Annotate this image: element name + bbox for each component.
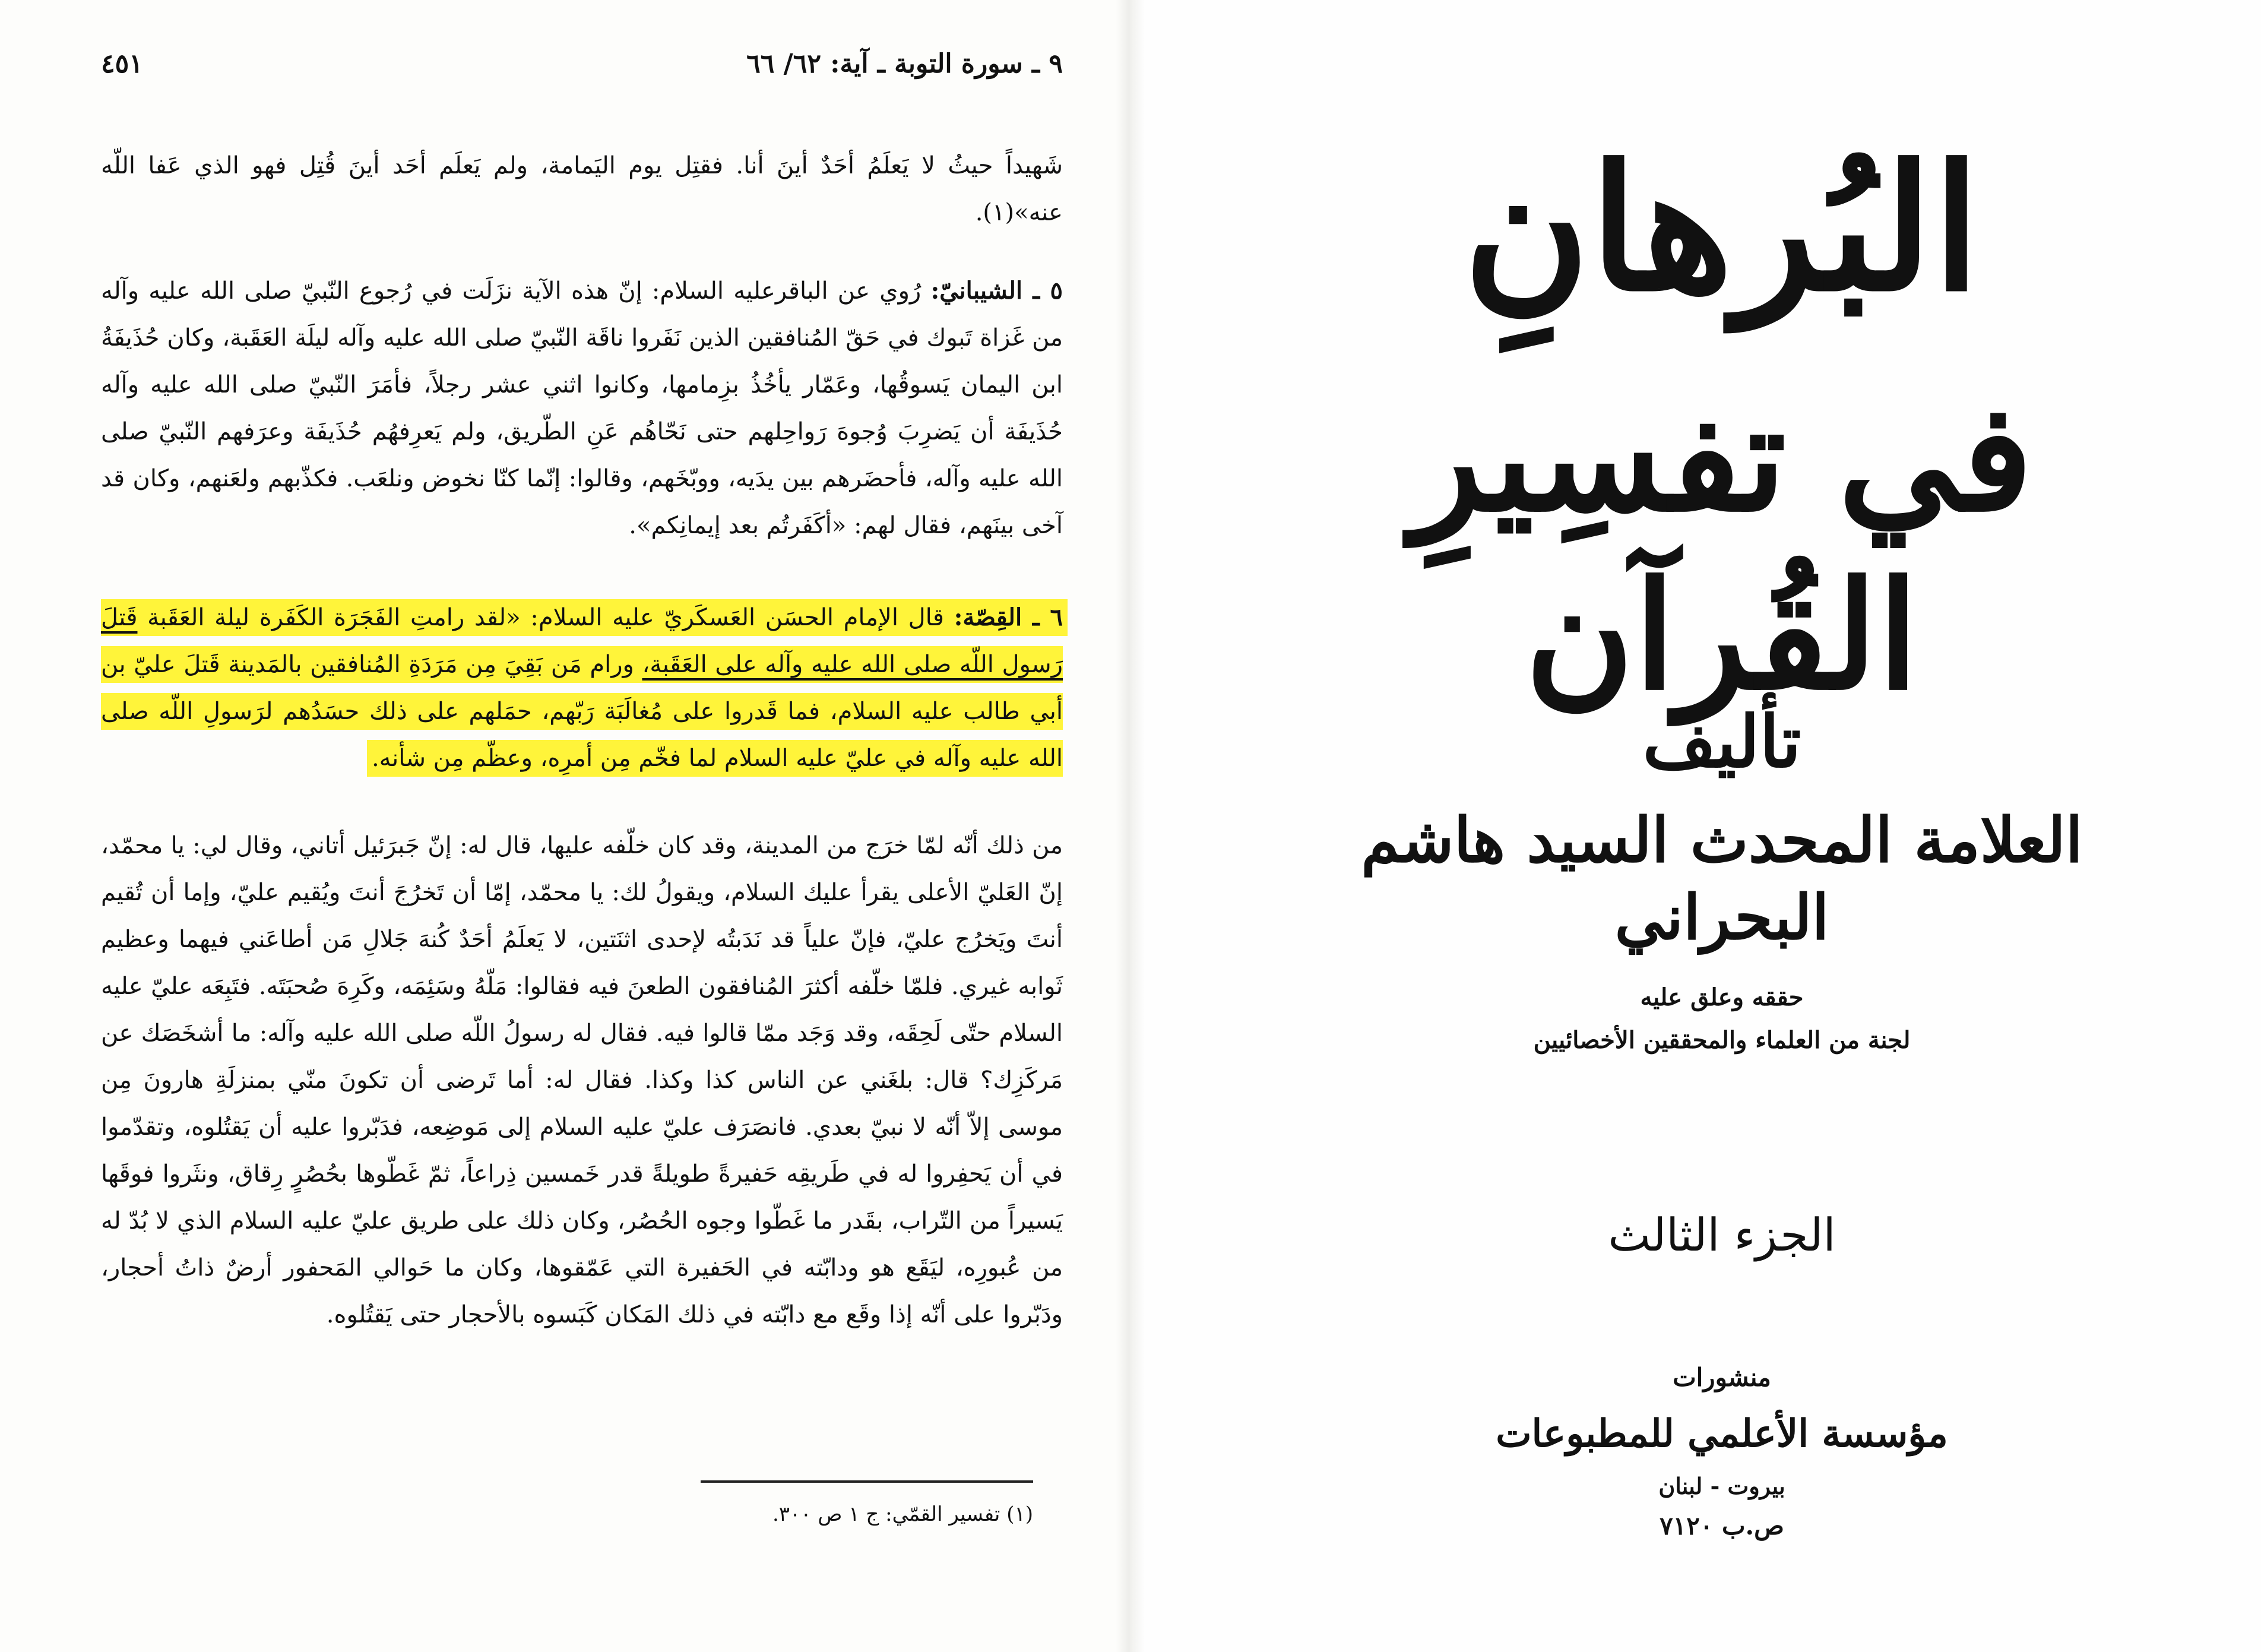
footnote-divider <box>701 1480 1033 1483</box>
book-title-line-2: في تفسِيرِ القُرآن <box>1411 370 2033 723</box>
paragraph-3-intro: قال الإمام الحسَن العَسكَريّ عليه السلام: «لقد رامتِ الفَجَرَة الكَفَرة ليلة العَقَبة <box>147 604 944 631</box>
page-number: ٤٥١ <box>101 49 143 79</box>
book-title-line-1: البُرهانِ <box>1463 128 1981 330</box>
publisher-city: بيروت - لبنان <box>1658 1473 1785 1499</box>
paragraph-3-highlighted <box>101 594 1063 782</box>
paragraph-4-text: من ذلك أنّه لمّا خرَج من المدينة، وقد كان خلّفه عليها، قال له: إنّ جَبرَئيل أتاني، وقال لي: يا محمّد، إنّ العَليّ الأعلى يقرأ عليك السلام، ويقولُ لك: يا محمّد، إمّا أن تَخرُجَ أنتَ ويُقيم عليّ، وإما أن تُقيم أنتَ ويَخرُج عليّ، فإنّ علياً قد نَدَبتُه لإحدى اثنَتين، لا يَعلَمُ أحَدٌ كُنهَ جَلالِ مَن أطاعَني فيهما وعظيم ثَوابه غيري. فلمّا خلّفه أكثرَ المُنافقون الطعنَ فيه فقالوا: مَلّهُ وسَئِمَه، وكَرِهَ صُحبَتَه. فتَبِعَه عليّ عليه السلام حتّى لَحِقَه، وقد وَجَد ممّا قالوا فيه. فقال له رسولُ اللّه صلى الله عليه وآله: ما أشخَصَك عن مَركَزِك؟ قال: بلغَني عن الناس كذا وكذا. فقال له: أما تَرضى أن تكونَ منّي بمنزلَةِ هارونَ مِن موسى إلاّ أنّه لا نبيّ بعدي. فانصَرَف عليّ عليه السلام إلى مَوضِعه، فدَبّروا عليه أن يَقتُلوه، وتقدّموا في أن يَحفِروا له في طَريقِه حَفيرةً طويلةً قدر خَمسين ذِراعاً، ثمّ غَطّوها بحُصُرٍ رِقاق، ونثَروا فوقَها يَسيراً من التّراب، بقَدر ما غَطّوا وجوه الحُصُر، وكان ذلك على طريق عليّ عليه السلام الذي لا بُدّ له من عُبورِه، ليَقَع هو ودابّته في الحَفيرة التي عَمّقوها، وكان ما حَوالي المَحفور أرضٌ ذاتُ أحجار، ودَبّروا على أنّه إذا وقَع مع دابّته في ذلك المَكان كَبَسوه بالأحجار حتى يَقتُلوه. <box>101 832 1063 1328</box>
running-head <box>101 49 1063 90</box>
publisher-name: مؤسسة الأعلمي للمطبوعات <box>1496 1412 1948 1456</box>
paragraph-3-rest: ورام مَن بَقِيَ مِن مَرَدَةِ المُنافقين بالمَدينة قَتلَ عليّ بن أبي طالب عليه السلام، فما قَدروا على مُغالَبَة رَبّهم، حمَلهم على ذلك حسَدُهم لرَسولِ اللّه صلى الله عليه وآله في عليّ عليه السلام لما فخّم مِن أمرِه، وعظّم مِن شأنه. <box>101 651 1063 772</box>
paragraph-1-text: شَهيداً حيثُ لا يَعلَمُ أحَدٌ أينَ أنا. فقتِل يوم اليَمامة، ولم يَعلَم أحَد أينَ قُتِل فهو الذي عَفا اللّه عنه»(١). <box>101 152 1063 226</box>
book-gutter <box>1116 0 1145 1652</box>
highlighted-passage <box>101 604 1063 772</box>
author-label: تأليف <box>1642 700 1801 784</box>
paragraph-2-lead: ٥ ـ الشيبانيّ: <box>930 277 1063 305</box>
paragraph-3-lead: ٦ ـ القِصّة: <box>954 603 1063 631</box>
volume-label: الجزء الثالث <box>1608 1208 1836 1261</box>
edited-by: حققه وعلق عليه <box>1640 983 1804 1011</box>
running-title: ٩ ـ سورة التوبة ـ آية: ٦٢/ ٦٦ <box>746 49 1063 79</box>
editing-committee: لجنة من العلماء والمحققين الأخصائيين <box>1533 1026 1911 1054</box>
paragraph-2-body: رُوي عن الباقرعليه السلام: إنّ هذه الآية نزَلَت في رُجوع النّبيّ صلى الله عليه وآله من غَزاة تَبوك في حَقّ المُنافقين الذين نَفَروا ناقَة النّبيّ صلى الله عليه وآله ليلَة العَقَبة، وكان حُذَيفَةُ ابن اليمان يَسوقُها، وعَمّار يأخُذُ بزِمامها، وكانوا اثني عشر رجلاً، فأمَرَ النّبيّ صلى الله عليه وآله حُذَيفَة أن يَضرِبَ وُجوهَ رَواحِلهم حتى نَحّاهُم عَنِ الطّريق، ولم يَعرِفهُم حُذَيفَة وعرَفهم النّبيّ صلى الله عليه وآله، فأحضَرهم بين يدَيه، ووبّخَهم، وقالوا: إنّما كنّا نخوض ونلعَب. فكذّبهم ولعَنهم، وكان قد آخى بينَهم، فقال لهم: «أكَفَرتُم بعد إيمانِكم». <box>101 277 1063 539</box>
underlined-phrase: قَتلَ رَسول اللّه صلى الله عليه وآله على العَقَبة، <box>101 604 1063 678</box>
paragraph-1 <box>101 143 1063 236</box>
footnote: (١) تفسير القمّي: ج ١ ص ٣٠٠. <box>772 1502 1033 1526</box>
paragraph-2 <box>101 267 1063 549</box>
publisher-po-box: ص.ب ٧١٢٠ <box>1660 1511 1784 1540</box>
left-page <box>0 0 1130 1652</box>
author-name: العلامة المحدث السيد هاشم البحراني <box>1361 803 2083 954</box>
publications-label: منشورات <box>1673 1363 1771 1392</box>
paragraph-4 <box>101 822 1063 1338</box>
